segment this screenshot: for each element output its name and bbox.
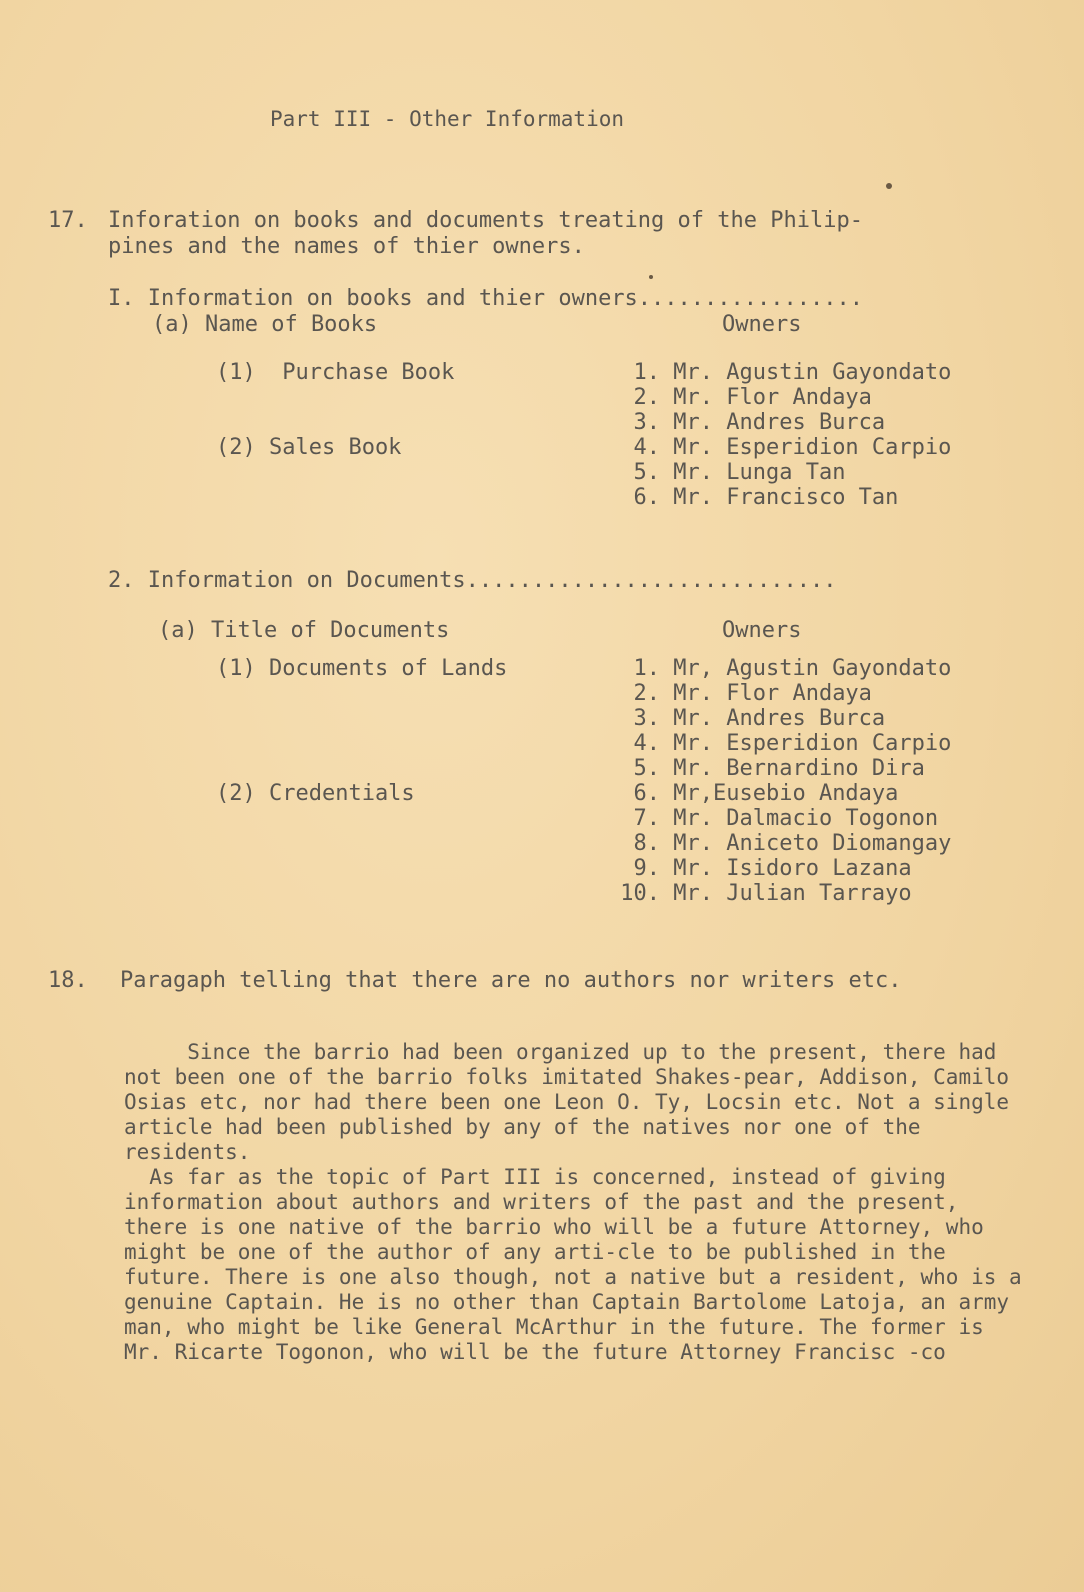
document-owner-row — [620, 781, 1020, 806]
section-17-heading-line-2: pines and the names of thier owners. — [108, 234, 585, 259]
owner-name: Mr. Agustin Gayondato — [673, 360, 952, 385]
books-column-header: (a) Name of Books — [152, 312, 378, 337]
owner-name: Mr. Bernardino Dira — [673, 756, 925, 781]
books-subheading: I. Information on books and thier owners................. — [108, 286, 863, 311]
owner-number: 1. — [633, 360, 660, 385]
document-item: (2) Credentials — [216, 781, 415, 806]
document-owner-row — [620, 681, 1020, 706]
owner-number: 10. — [620, 881, 660, 906]
owner-number: 2. — [633, 385, 660, 410]
owner-name: Mr. Esperidion Carpio — [673, 435, 952, 460]
documents-owners-header: Owners — [722, 618, 802, 643]
section-18-number: 18. — [48, 968, 88, 993]
document-owner-row — [620, 756, 1020, 781]
ink-spot — [649, 275, 653, 279]
page-title: Part III - Other Information — [270, 107, 625, 131]
owner-name: Mr, Agustin Gayondato — [673, 656, 952, 681]
document-owner-row — [620, 706, 1020, 731]
owner-name: Mr. Flor Andaya — [673, 681, 872, 706]
body-paragraph: Since the barrio had been organized up to the present, there had not been one of the barrio folks imitated Shakes-pear, Addison, Camilo Osias etc, nor had there been one Leon O. Ty, Locsin etc. Not a single article had been published by any of the natives nor one of the residents. — [124, 1040, 1022, 1164]
book-item: (1) Purchase Book — [216, 360, 455, 385]
owner-name: Mr. Dalmacio Togonon — [673, 806, 939, 831]
section-17-heading-line-1: Inforation on books and documents treating of the Philip- — [108, 208, 863, 233]
book-owner-row — [620, 435, 1020, 460]
books-owners-header: Owners — [722, 312, 802, 337]
section-18-heading: Paragaph telling that there are no authors nor writers etc. — [120, 968, 902, 993]
book-item: (2) Sales Book — [216, 435, 402, 460]
document-item: (1) Documents of Lands — [216, 656, 508, 681]
owner-number: 5. — [633, 460, 660, 485]
owner-number: 6. — [633, 781, 660, 806]
owner-number: 4. — [633, 731, 660, 756]
owner-number: 3. — [633, 706, 660, 731]
owner-name: Mr. Andres Burca — [673, 706, 886, 731]
document-owner-row — [620, 831, 1020, 856]
owner-name: Mr,Eusebio Andaya — [673, 781, 899, 806]
book-owner-row — [620, 460, 1020, 485]
owner-number: 3. — [633, 410, 660, 435]
documents-column-header: (a) Title of Documents — [158, 618, 450, 643]
owner-name: Mr. Esperidion Carpio — [673, 731, 952, 756]
owner-number: 7. — [633, 806, 660, 831]
document-owner-row — [620, 881, 1020, 906]
owner-name: Mr. Lunga Tan — [673, 460, 846, 485]
owner-name: Mr. Isidoro Lazana — [673, 856, 912, 881]
book-owner-row — [620, 360, 1020, 385]
owner-name: Mr. Francisco Tan — [673, 485, 899, 510]
document-owner-row — [620, 856, 1020, 881]
owner-number: 8. — [633, 831, 660, 856]
owner-number: 9. — [633, 856, 660, 881]
owner-name: Mr. Flor Andaya — [673, 385, 872, 410]
book-owner-row — [620, 485, 1020, 510]
document-owner-row — [620, 656, 1020, 681]
owner-name: Mr. Andres Burca — [673, 410, 886, 435]
section-17-number: 17. — [48, 208, 88, 233]
ink-spot — [886, 183, 892, 189]
section-18-body — [124, 1040, 1035, 1365]
body-paragraph: As far as the topic of Part III is concerned, instead of giving information about authors and writers of the past and the present, there is one native of the barrio who will be a future Attorney, who might be one of the author of any arti-cle to be published in the future. There is one also though, not a native but a resident, who is a genuine Captain. He is no other than Captain Bartolome Latoja, an army man, who might be like General McArthur in the future. The former is Mr. Ricarte Togonon, who will be the future Attorney Francisc -co — [124, 1165, 1035, 1364]
owner-number: 4. — [633, 435, 660, 460]
document-owner-row — [620, 731, 1020, 756]
book-owner-row — [620, 410, 1020, 435]
documents-subheading: 2. Information on Documents............................ — [108, 568, 837, 593]
owner-number: 5. — [633, 756, 660, 781]
owner-name: Mr. Julian Tarrayo — [673, 881, 912, 906]
owner-number: 6. — [633, 485, 660, 510]
document-owner-row — [620, 806, 1020, 831]
book-owner-row — [620, 385, 1020, 410]
owner-number: 2. — [633, 681, 660, 706]
owner-name: Mr. Aniceto Diomangay — [673, 831, 952, 856]
owner-number: 1. — [633, 656, 660, 681]
